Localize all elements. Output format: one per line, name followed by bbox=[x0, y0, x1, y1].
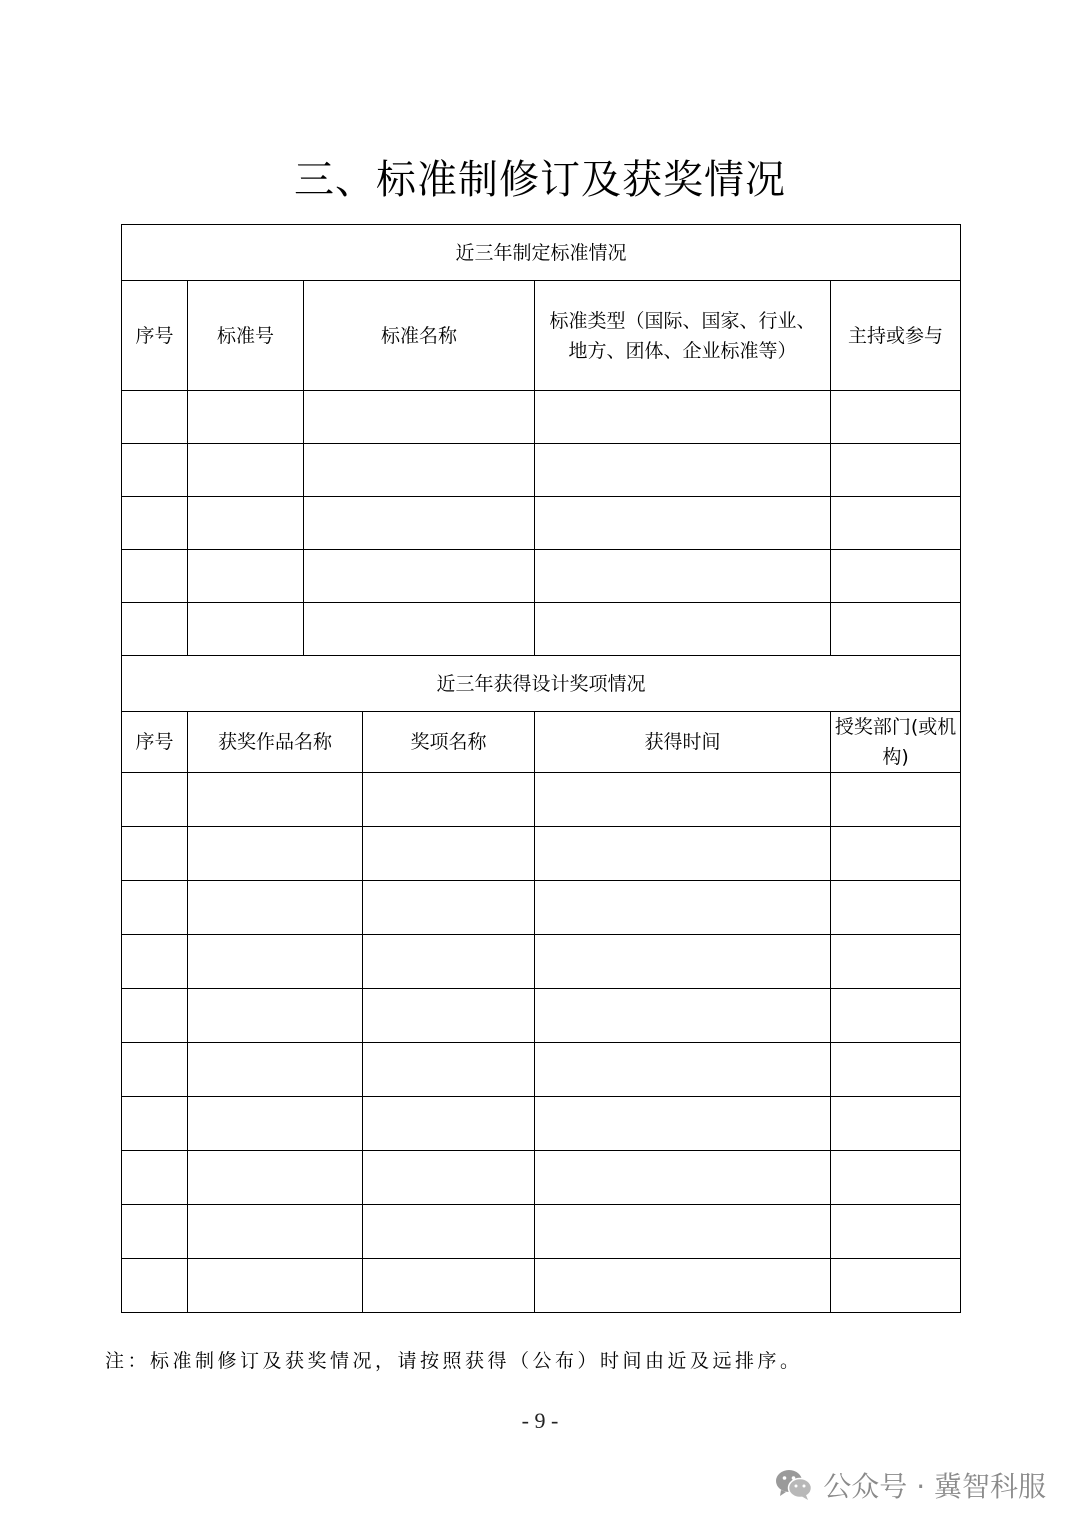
header-col-role: 主持或参与 bbox=[831, 281, 961, 391]
standards-cell bbox=[304, 550, 535, 603]
standards-cell bbox=[535, 444, 831, 497]
standards-header-row bbox=[122, 281, 961, 391]
awards-cell bbox=[122, 1205, 188, 1259]
awards-cell bbox=[831, 1205, 961, 1259]
awards-header-row bbox=[122, 712, 961, 773]
standards-cell bbox=[188, 444, 304, 497]
header-type-line: 标准类型（国际、国家、行业、 bbox=[549, 309, 816, 332]
awards-cell bbox=[363, 881, 535, 935]
standards-cell bbox=[831, 603, 961, 656]
awards-cell bbox=[535, 773, 831, 827]
awards-cell bbox=[831, 1097, 961, 1151]
watermark-text: 公众号 · 冀智科服 bbox=[823, 1470, 1046, 1503]
awards-cell bbox=[363, 1097, 535, 1151]
awards-cell bbox=[188, 1097, 363, 1151]
awards-cell bbox=[831, 1151, 961, 1205]
footnote: 注：标准制修订及获奖情况，请按照获得（公布）时间由近及远排序。 bbox=[105, 1350, 803, 1372]
standards-table-row bbox=[122, 391, 961, 444]
standards-cell bbox=[188, 391, 304, 444]
awards-cell bbox=[363, 1043, 535, 1097]
awards-table-row bbox=[122, 827, 961, 881]
awards-cell bbox=[535, 1259, 831, 1313]
awards-cell bbox=[122, 1097, 188, 1151]
header-type-line: 地方、团体、企业标准等） bbox=[568, 339, 797, 362]
standards-cell bbox=[535, 497, 831, 550]
header-col-standard-name: 标准名称 bbox=[304, 281, 535, 391]
awards-cell bbox=[122, 773, 188, 827]
awards-section-title-row bbox=[122, 656, 961, 712]
awards-cell bbox=[535, 1151, 831, 1205]
standards-cell bbox=[122, 497, 188, 550]
awards-section-title: 近三年获得设计奖项情况 bbox=[122, 656, 961, 712]
standards-cell bbox=[188, 550, 304, 603]
awards-cell bbox=[363, 1205, 535, 1259]
awards-cell bbox=[122, 827, 188, 881]
awards-cell bbox=[831, 881, 961, 935]
standards-cell bbox=[122, 444, 188, 497]
header-col-award-date: 获得时间 bbox=[535, 712, 831, 773]
awards-cell bbox=[363, 935, 535, 989]
standards-cell bbox=[831, 444, 961, 497]
awards-cell bbox=[535, 989, 831, 1043]
standards-section-title-row bbox=[122, 225, 961, 281]
wechat-icon bbox=[775, 1469, 813, 1501]
awards-cell bbox=[188, 1151, 363, 1205]
awards-cell bbox=[188, 827, 363, 881]
standards-cell bbox=[122, 391, 188, 444]
header-col-work-name: 获奖作品名称 bbox=[188, 712, 363, 773]
header-col-serial: 序号 bbox=[122, 712, 188, 773]
awards-table-row bbox=[122, 773, 961, 827]
awards-cell bbox=[188, 773, 363, 827]
standards-cell bbox=[831, 497, 961, 550]
awards-table-row bbox=[122, 1043, 961, 1097]
watermark bbox=[775, 1465, 1046, 1505]
standards-cell bbox=[535, 603, 831, 656]
header-col-serial: 序号 bbox=[122, 281, 188, 391]
awards-cell bbox=[188, 1043, 363, 1097]
standards-table-row bbox=[122, 603, 961, 656]
awards-table-row bbox=[122, 881, 961, 935]
awards-cell bbox=[122, 881, 188, 935]
awards-cell bbox=[363, 989, 535, 1043]
awards-cell bbox=[831, 1043, 961, 1097]
standards-cell bbox=[831, 550, 961, 603]
awards-cell bbox=[831, 935, 961, 989]
page-title: 三、标准制修订及获奖情况 bbox=[294, 157, 786, 203]
standards-section-title: 近三年制定标准情况 bbox=[122, 225, 961, 281]
standards-cell bbox=[304, 444, 535, 497]
awards-cell bbox=[535, 935, 831, 989]
awards-table-row bbox=[122, 1151, 961, 1205]
awards-cell bbox=[363, 827, 535, 881]
awards-cell bbox=[831, 827, 961, 881]
header-col-standard-type bbox=[535, 281, 831, 391]
standards-cell bbox=[122, 603, 188, 656]
awards-table-row bbox=[122, 1205, 961, 1259]
page-number: - 9 - bbox=[521, 1408, 559, 1433]
standards-table-row bbox=[122, 550, 961, 603]
header-col-standard-number: 标准号 bbox=[188, 281, 304, 391]
awards-cell bbox=[122, 989, 188, 1043]
awards-cell bbox=[535, 1043, 831, 1097]
awards-cell bbox=[535, 881, 831, 935]
standards-awards-table bbox=[121, 224, 961, 1313]
awards-table-row bbox=[122, 1097, 961, 1151]
standards-cell bbox=[535, 391, 831, 444]
awards-cell bbox=[122, 935, 188, 989]
standards-cell bbox=[304, 603, 535, 656]
awards-cell bbox=[363, 1259, 535, 1313]
awards-table-row bbox=[122, 1259, 961, 1313]
awards-cell bbox=[363, 1151, 535, 1205]
standards-cell bbox=[831, 391, 961, 444]
awards-cell bbox=[535, 1097, 831, 1151]
standards-cell bbox=[188, 603, 304, 656]
awards-cell bbox=[188, 935, 363, 989]
awards-cell bbox=[831, 989, 961, 1043]
header-col-award-name: 奖项名称 bbox=[363, 712, 535, 773]
standards-cell bbox=[304, 391, 535, 444]
awards-cell bbox=[188, 989, 363, 1043]
standards-cell bbox=[304, 497, 535, 550]
awards-cell bbox=[535, 1205, 831, 1259]
standards-table-row bbox=[122, 444, 961, 497]
awards-table-row bbox=[122, 935, 961, 989]
awards-cell bbox=[188, 1205, 363, 1259]
awards-cell bbox=[122, 1259, 188, 1313]
standards-table-row bbox=[122, 497, 961, 550]
awards-cell bbox=[122, 1043, 188, 1097]
awards-cell bbox=[188, 881, 363, 935]
standards-cell bbox=[188, 497, 304, 550]
awards-cell bbox=[831, 1259, 961, 1313]
awards-cell bbox=[122, 1151, 188, 1205]
awards-cell bbox=[363, 773, 535, 827]
awards-cell bbox=[831, 773, 961, 827]
header-col-awarding-body: 授奖部门(或机构) bbox=[831, 712, 961, 773]
awards-table-row bbox=[122, 989, 961, 1043]
standards-cell bbox=[535, 550, 831, 603]
awards-cell bbox=[535, 827, 831, 881]
standards-cell bbox=[122, 550, 188, 603]
awards-cell bbox=[188, 1259, 363, 1313]
